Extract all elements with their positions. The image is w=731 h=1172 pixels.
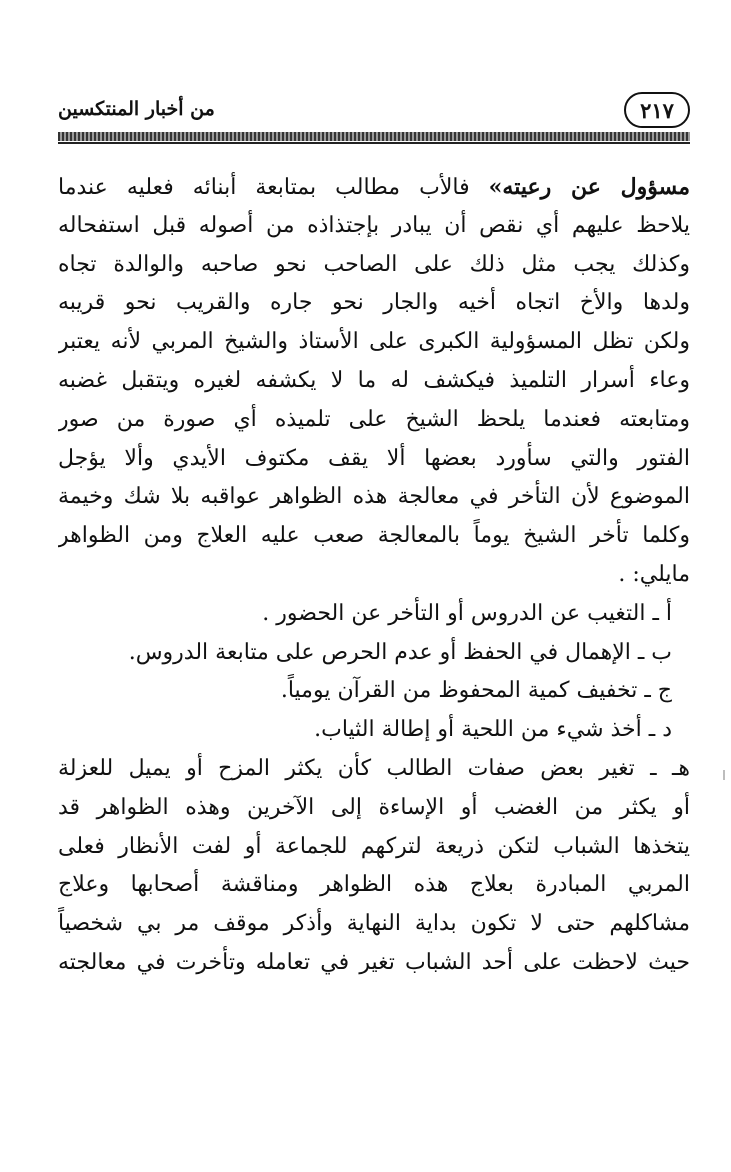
text-line <box>58 168 690 207</box>
list-item: هـ ـ تغير بعض صفات الطالب كأن يكثر المزح أو يميل للعزلة <box>58 755 690 781</box>
text-line: حيث لاحظت على أحد الشباب تغير في تعامله وتأخرت في معالجته <box>58 949 690 975</box>
list-item: ب ـ الإهمال في الحفظ أو عدم الحرص على متابعة الدروس. <box>128 639 672 665</box>
text-line: ولكن تظل المسؤولية الكبرى على الأستاذ والشيخ المربي لأنه يعتبر <box>58 329 690 355</box>
list-item: أ ـ التغيب عن الدروس أو التأخر عن الحضور . <box>262 600 672 626</box>
text-line: ولدها والأخ اتجاه أخيه والجار نحو جاره والقريب نحو قريبه <box>58 290 690 316</box>
body-text <box>58 168 690 983</box>
text-line: يتخذها الشباب لتكن ذريعة لتركهم للجماعة أو لفت الأنظار فعلى <box>58 833 690 859</box>
text-line: وكذلك يجب مثل ذلك على الصاحب نحو صاحبه والوالدة تجاه <box>58 251 690 277</box>
header-rule <box>58 132 690 141</box>
text-run: فالأب مطالب بمتابعة أبنائه فعليه عندما <box>58 175 489 200</box>
running-title: من أخبار المنتكسين <box>58 98 215 120</box>
bold-phrase: مسؤول عن رعيته» <box>488 174 690 200</box>
text-line: الفتور والتي سأورد بعضها ألا يقف مكتوف الأيدي وألا يؤجل <box>58 445 690 471</box>
text-line: مشاكلهم حتى لا تكون بداية النهاية وأذكر موقف مر بي شخصياً <box>58 911 690 937</box>
text-line: وعاء أسرار التلميذ فيكشف له ما لا يكشفه لغيره ويتقبل غضبه <box>58 367 690 393</box>
text-line: المربي المبادرة بعلاج هذه الظواهر ومناقشة أصحابها وعلاج <box>58 872 690 898</box>
text-line: يلاحظ عليهم أي نقص أن يبادر بإجتذاذه من أصوله قبل استفحاله <box>58 212 690 238</box>
list-item: د ـ أخذ شيء من اللحية أو إطالة الثياب. <box>314 717 672 743</box>
list-item: ج ـ تخفيف كمية المحفوظ من القرآن يومياً. <box>280 678 672 704</box>
text-line: مايلي: . <box>618 561 690 587</box>
text-line: ومتابعته فعندما يلحظ الشيخ على تلميذه أي صورة من صور <box>58 406 690 432</box>
text-line: وكلما تأخر الشيخ يوماً بالمعالجة صعب عليه العلاج ومن الظواهر <box>58 523 690 549</box>
page-number: ٢١٧ <box>624 92 690 128</box>
page-header <box>58 92 690 144</box>
margin-mark <box>723 770 725 780</box>
header-rule-thin <box>58 142 690 144</box>
text-line: الموضوع لأن التأخر في معالجة هذه الظواهر عواقبه بلا شك وخيمة <box>58 484 690 510</box>
text-line: أو يكثر من الغضب أو الإساءة إلى الآخرين وهذه الظواهر قد <box>58 794 690 820</box>
